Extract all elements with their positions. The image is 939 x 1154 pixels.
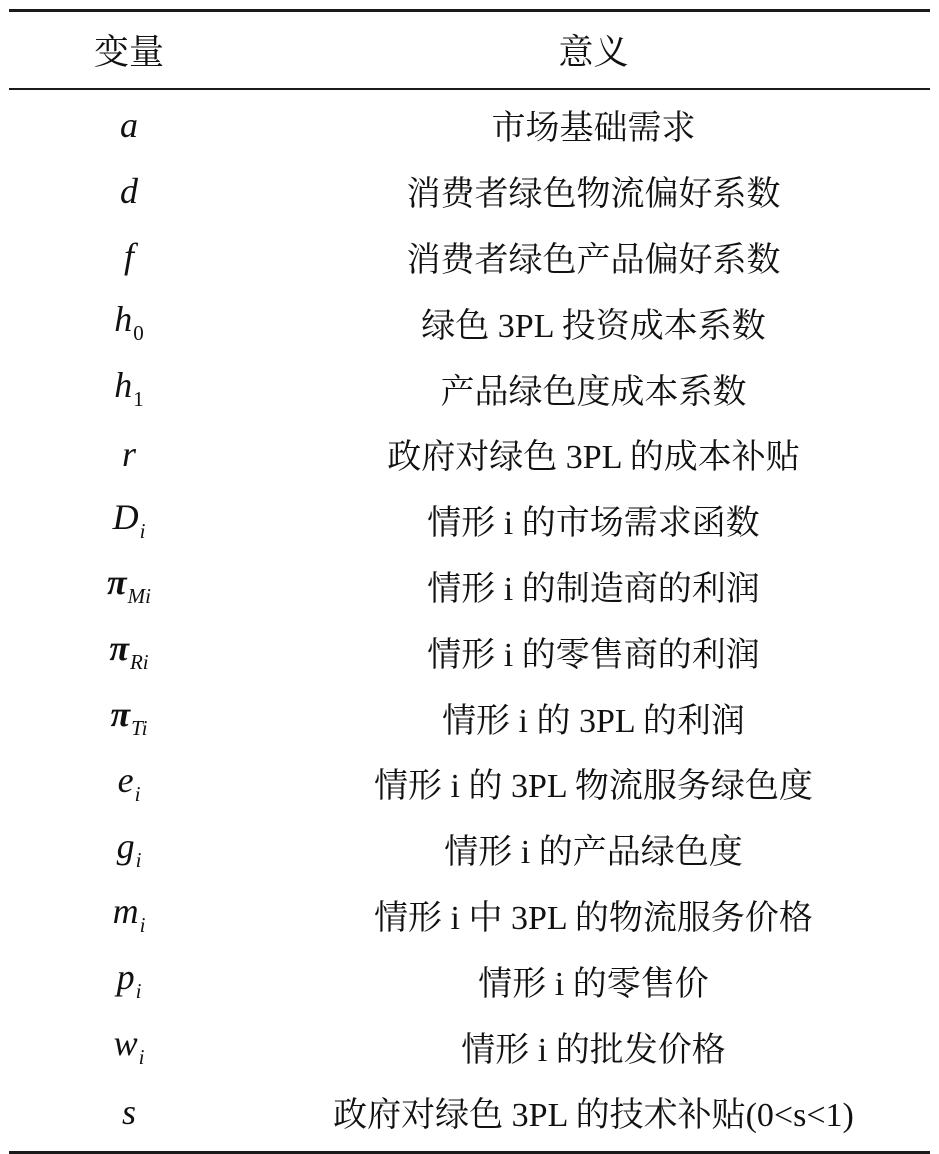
variable-symbol: g	[116, 825, 135, 866]
variable-symbol: h	[114, 365, 133, 406]
variable-subscript: i	[139, 518, 146, 543]
table-row	[9, 882, 930, 948]
variable-symbol: s	[121, 1091, 136, 1132]
variable-cell	[9, 825, 249, 873]
header-meaning: 意义	[558, 33, 629, 72]
meaning-cell: 政府对绿色 3PL 的技术补贴(0<s<1)	[333, 1097, 854, 1135]
table-row	[9, 92, 930, 158]
table-row	[9, 750, 930, 816]
variable-symbol: d	[120, 170, 138, 211]
meaning-cell: 情形 i 的零售商的利润	[427, 636, 760, 674]
variable-subscript: Mi	[127, 584, 151, 609]
table-row	[9, 289, 930, 355]
variable-cell	[9, 890, 249, 938]
variable-symbol: D	[112, 496, 139, 537]
table-row	[9, 224, 930, 290]
variable-cell	[9, 496, 249, 544]
variable-cell	[9, 235, 249, 277]
table-row	[9, 618, 930, 684]
variable-cell	[9, 104, 249, 146]
variable-symbol: π	[109, 628, 129, 669]
header-variable: 变量	[93, 33, 164, 72]
meaning-cell: 情形 i 的 3PL 的利润	[442, 702, 745, 740]
variable-symbol: r	[121, 433, 136, 474]
table-body	[9, 90, 930, 1145]
table-row	[9, 816, 930, 882]
variable-cell	[9, 170, 249, 212]
meaning-cell: 情形 i 中 3PL 的物流服务价格	[374, 899, 813, 937]
variable-cell	[9, 1091, 249, 1133]
variable-symbol: w	[113, 1023, 138, 1064]
variable-subscript: i	[134, 781, 141, 806]
variable-subscript: Ti	[131, 716, 148, 741]
table-row	[9, 947, 930, 1013]
variable-cell	[9, 433, 249, 475]
variable-subscript: 0	[133, 321, 144, 346]
variable-cell	[9, 627, 249, 675]
variable-symbol: e	[117, 759, 134, 800]
variable-cell	[9, 561, 249, 609]
variable-subscript: i	[135, 979, 142, 1004]
meaning-cell: 消费者绿色物流偏好系数	[406, 176, 781, 214]
meaning-cell: 情形 i 的 3PL 物流服务绿色度	[374, 768, 813, 806]
variable-symbol: π	[110, 694, 131, 735]
variable-cell	[9, 298, 249, 346]
variable-cell	[9, 1022, 249, 1070]
variable-symbol: π	[107, 562, 127, 603]
variable-subscript: i	[139, 913, 146, 938]
variable-symbol: p	[116, 957, 135, 998]
meaning-cell: 市场基础需求	[491, 110, 696, 148]
table-row	[9, 1013, 930, 1079]
variable-symbol: f	[123, 236, 134, 277]
meaning-cell: 政府对绿色 3PL 的成本补贴	[387, 439, 800, 477]
table-row	[9, 421, 930, 487]
meaning-cell: 绿色 3PL 投资成本系数	[421, 307, 766, 345]
variable-cell	[9, 759, 249, 807]
table-row	[9, 553, 930, 619]
variable-subscript: i	[135, 847, 142, 872]
table-row	[9, 355, 930, 421]
table-header-row	[9, 12, 930, 88]
meaning-cell: 情形 i 的市场需求函数	[427, 505, 760, 543]
meaning-cell: 消费者绿色产品偏好系数	[406, 241, 781, 279]
variable-symbol: h	[114, 299, 133, 340]
table-row	[9, 158, 930, 224]
variable-table	[9, 9, 930, 1154]
variable-subscript: i	[138, 1045, 145, 1070]
meaning-cell: 产品绿色度成本系数	[440, 373, 747, 411]
variable-cell	[9, 364, 249, 412]
meaning-cell: 情形 i 的制造商的利润	[427, 570, 760, 608]
variable-cell	[9, 956, 249, 1004]
table-row	[9, 684, 930, 750]
table-bottom-rule	[9, 1151, 930, 1154]
meaning-cell: 情形 i 的产品绿色度	[444, 834, 743, 872]
meaning-cell: 情形 i 的批发价格	[461, 1031, 726, 1069]
meaning-cell: 情形 i 的零售价	[478, 965, 709, 1003]
variable-symbol: a	[120, 104, 138, 145]
table-row	[9, 1079, 930, 1145]
variable-cell	[9, 693, 249, 741]
variable-symbol: m	[112, 891, 139, 932]
variable-subscript: Ri	[129, 650, 149, 675]
variable-subscript: 1	[133, 387, 144, 412]
table-row	[9, 487, 930, 553]
